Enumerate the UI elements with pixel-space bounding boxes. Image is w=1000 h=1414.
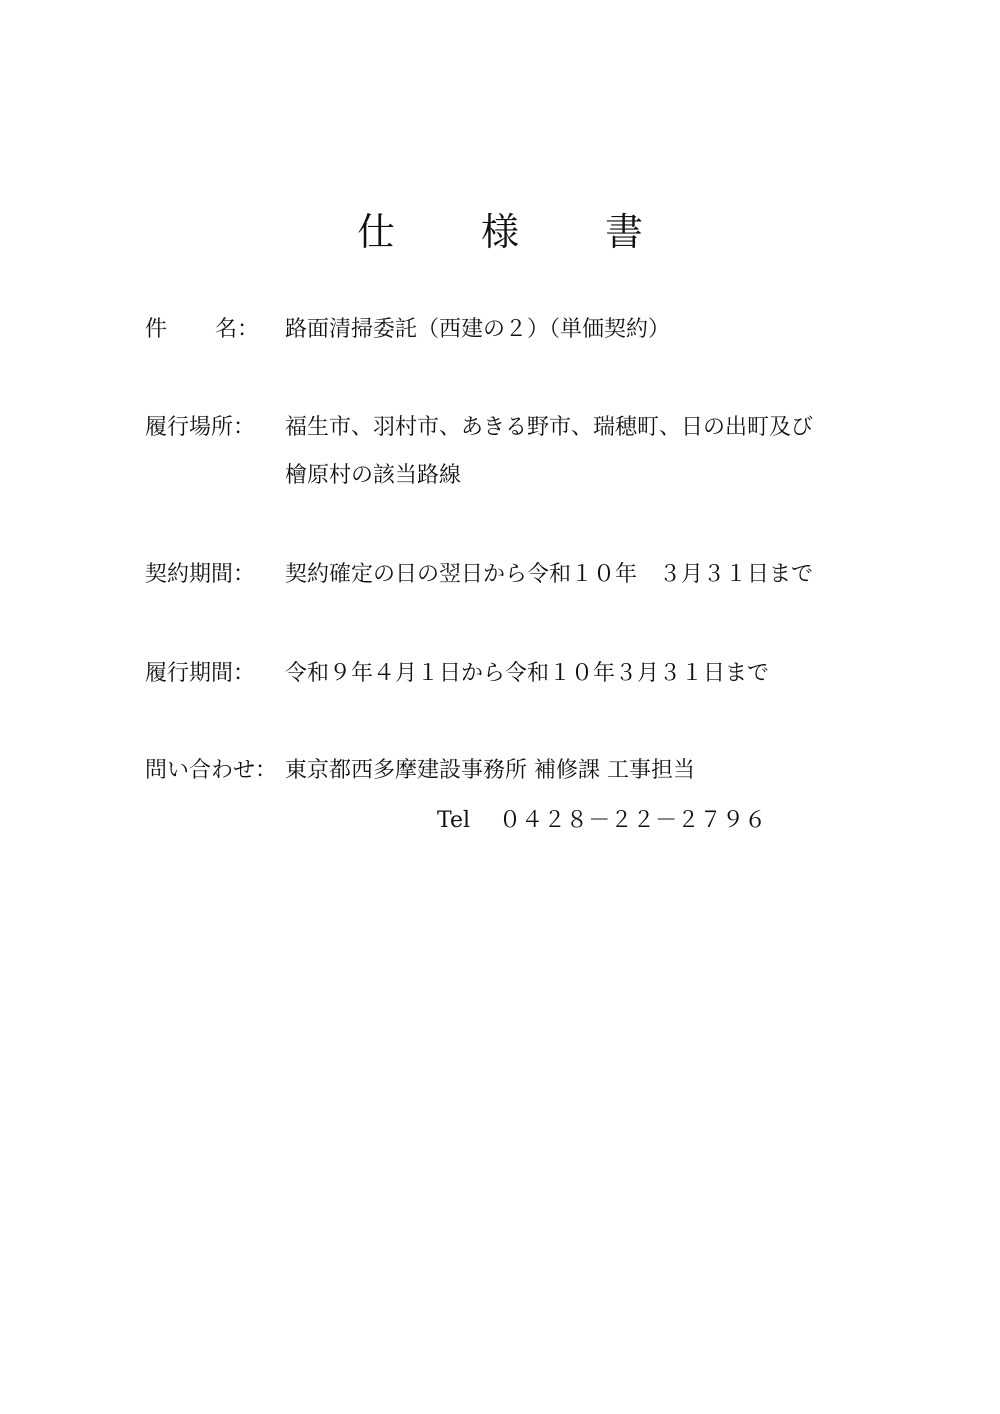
field-value-contact: 東京都西多摩建設事務所 補修課 工事担当 — [285, 758, 695, 783]
field-label-name: 件 名： — [145, 317, 260, 342]
field-label-contract-period: 契約期間： — [145, 562, 256, 587]
title-char: 書 — [605, 210, 644, 254]
title-char: 様 — [480, 210, 519, 254]
field-value-place-line2: 檜原村の該当路線 — [285, 463, 462, 488]
document-title — [0, 206, 1000, 258]
field-value-place-line1: 福生市、羽村市、あきる野市、瑞穂町、日の出町及び — [285, 415, 814, 440]
field-label-place: 履行場所： — [145, 415, 256, 440]
field-label-contact: 問い合わせ： — [145, 758, 278, 783]
title-char: 仕 — [356, 210, 395, 254]
field-value-name: 路面清掃委託（西建の２）（単価契約） — [285, 317, 671, 342]
tel-number: ０４２８－２２－２７９６ — [499, 808, 767, 833]
contact-tel — [437, 806, 767, 836]
field-value-contract-period: 契約確定の日の翌日から令和１０年 ３月３１日まで — [285, 562, 814, 587]
field-label-performance-period: 履行期間： — [145, 661, 256, 686]
tel-label: Tel — [437, 808, 471, 833]
field-value-performance-period: 令和９年４月１日から令和１０年３月３１日まで — [285, 661, 770, 686]
